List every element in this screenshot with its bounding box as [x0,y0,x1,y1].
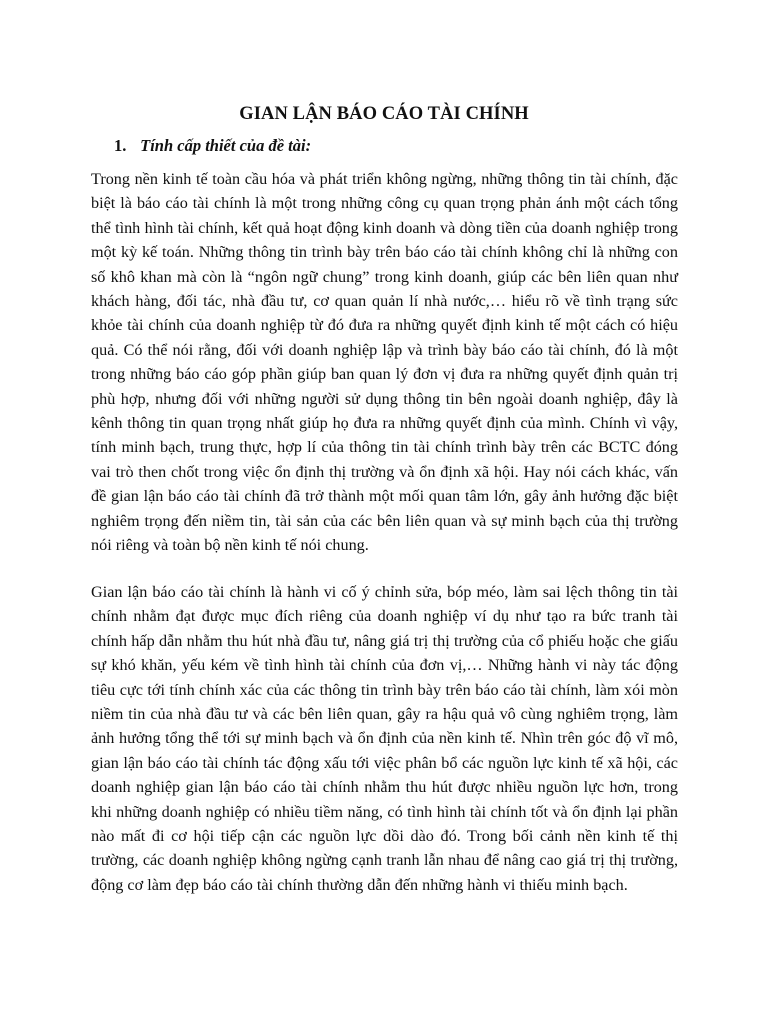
section-heading [114,135,311,157]
document-title: GIAN LẬN BÁO CÁO TÀI CHÍNH [239,104,529,124]
section-heading-text: Tính cấp thiết của đề tài: [140,136,312,155]
paragraph-2: Gian lận báo cáo tài chính là hành vi cố ý chỉnh sửa, bóp méo, làm sai lệch thông tin tài chính nhằm đạt được mục đích riêng của doanh nghiệp ví dụ như tạo ra bức tranh tài chính hấp dẫn nhằm thu hút nhà đầu tư, nâng giá trị thị trường của cổ phiếu hoặc che giấu sự khó khăn, yếu kém về tình hình tài chính của đơn vị,… Những hành vi này tác động tiêu cực tới tính chính xác của các thông tin trình bày trên báo cáo tài chính, làm xói mòn niềm tin của nhà đầu tư và các bên liên quan, gây ra hậu quả vô cùng nghiêm trọng, làm ảnh hưởng tổng thể tới sự minh bạch và ổn định của nền kinh tế. Nhìn trên góc độ vĩ mô, gian lận báo cáo tài chính tác động xấu tới việc phân bổ các nguồn lực kinh tế xã hội, các doanh nghiệp gian lận báo cáo tài chính nhằm thu hút được nhiều nguồn lực hơn, trong khi những doanh nghiệp có nhiều tiềm năng, có tình hình tài chính tốt và ổn định lại phần nào mất đi cơ hội tiếp cận các nguồn lực dồi dào đó. Trong bối cảnh nền kinh tế thị trường, các doanh nghiệp không ngừng cạnh tranh lẫn nhau để nâng cao giá trị thị trường, động cơ làm đẹp báo cáo tài chính thường dẫn đến những hành vi thiếu minh bạch. [91,583,678,894]
paragraph-1: Trong nền kinh tế toàn cầu hóa và phát triển không ngừng, những thông tin tài chính, đặc biệt là báo cáo tài chính là một trong những công cụ quan trọng phản ánh một cách tổng thể tình hình tài chính, kết quả hoạt động kinh doanh và dòng tiền của doanh nghiệp trong một kỳ kế toán. Những thông tin trình bày trên báo cáo tài chính không chỉ là những con số khô khan mà còn là “ngôn ngữ chung” trong kinh doanh, giúp các bên liên quan như khách hàng, đối tác, nhà đầu tư, cơ quan quản lí nhà nước,… hiểu rõ về tình trạng sức khỏe tài chính của doanh nghiệp từ đó đưa ra những quyết định kinh tế một cách có hiệu quả. Có thể nói rằng, đối với doanh nghiệp lập và trình bày báo cáo tài chính, đó là một trong những báo cáo góp phần giúp ban quan lý đơn vị đưa ra những quyết định quản trị phù hợp, nhưng đối với những người sử dụng thông tin bên ngoài doanh nghiệp, đây là kênh thông tin quan trọng nhất giúp họ đưa ra những quyết định của mình. Chính vì vậy, tính minh bạch, trung thực, hợp lí của thông tin tài chính trình bày trên các BCTC đóng vai trò then chốt trong việc ổn định thị trường và ổn định xã hội. Hay nói cách khác, vấn đề gian lận báo cáo tài chính đã trở thành một mối quan tâm lớn, gây ảnh hưởng đặc biệt nghiêm trọng đến niềm tin, tài sản của các bên liên quan và sự minh bạch của thị trường nói riêng và toàn bộ nền kinh tế nói chung. [91,170,678,555]
section-number: 1. [114,136,127,155]
